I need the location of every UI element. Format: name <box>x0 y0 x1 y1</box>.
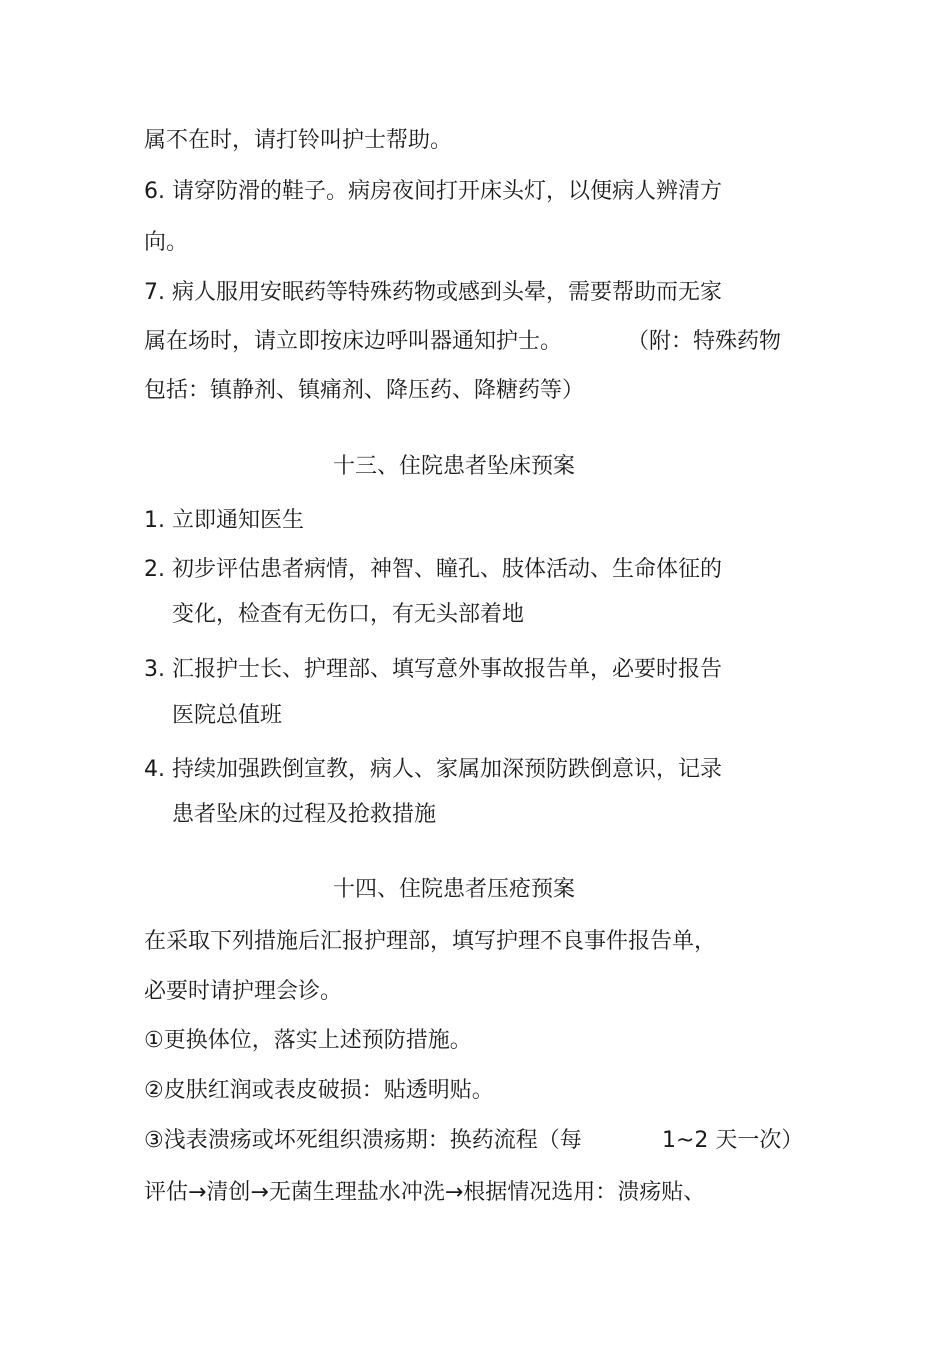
text-line: 包括：镇静剂、镇痛剂、降压药、降糖药等） <box>144 378 585 403</box>
list-item-text: 医院总值班 <box>172 703 283 728</box>
text-line: 7. 病人服用安眠药等特殊药物或感到头晕，需要帮助而无家 <box>144 280 722 305</box>
text-line: 6. 请穿防滑的鞋子。病房夜间打开床头灯，以便病人辨清方 <box>144 179 722 204</box>
text-line: 属在场时，请立即按床边呼叫器通知护士。 <box>144 329 563 354</box>
section-heading: 十四、住院患者压疮预案 <box>333 877 576 902</box>
list-item-text: 持续加强跌倒宣教，病人、家属加深预防跌倒意识，记录 <box>172 757 723 782</box>
text-line: 向。 <box>144 230 189 255</box>
list-item-number: 3. <box>144 657 165 682</box>
list-item-text: 立即通知医生 <box>172 508 305 533</box>
list-item-text: 变化，检查有无伤口，有无头部着地 <box>172 602 525 627</box>
list-item-text: 初步评估患者病情，神智、瞳孔、肢体活动、生命体征的 <box>172 557 723 582</box>
text-line: 在采取下列措施后汇报护理部，填写护理不良事件报告单， <box>144 929 717 954</box>
list-item-text: 患者坠床的过程及抢救措施 <box>172 802 437 827</box>
text-line: 必要时请护理会诊。 <box>144 979 343 1004</box>
text-line: 评估→清创→无菌生理盐水冲洗→根据情况选用：溃疡贴、 <box>144 1180 706 1205</box>
text-line: ②皮肤红润或表皮破损：贴透明贴。 <box>144 1078 494 1103</box>
list-item-number: 4. <box>144 757 165 782</box>
list-item-text: 汇报护士长、护理部、填写意外事故报告单，必要时报告 <box>172 657 723 682</box>
section-heading: 十三、住院患者坠床预案 <box>333 454 576 479</box>
list-item-number: 2. <box>144 557 165 582</box>
list-item-number: 1. <box>144 508 165 533</box>
text-line: 1~2 天一次） <box>662 1128 804 1153</box>
text-line: ③浅表溃疡或坏死组织溃疡期：换药流程（每 <box>144 1128 582 1153</box>
text-line: ①更换体位，落实上述预防措施。 <box>144 1028 472 1053</box>
text-line: （附：特殊药物 <box>627 329 782 354</box>
text-line: 属不在时，请打铃叫护士帮助。 <box>144 128 453 153</box>
